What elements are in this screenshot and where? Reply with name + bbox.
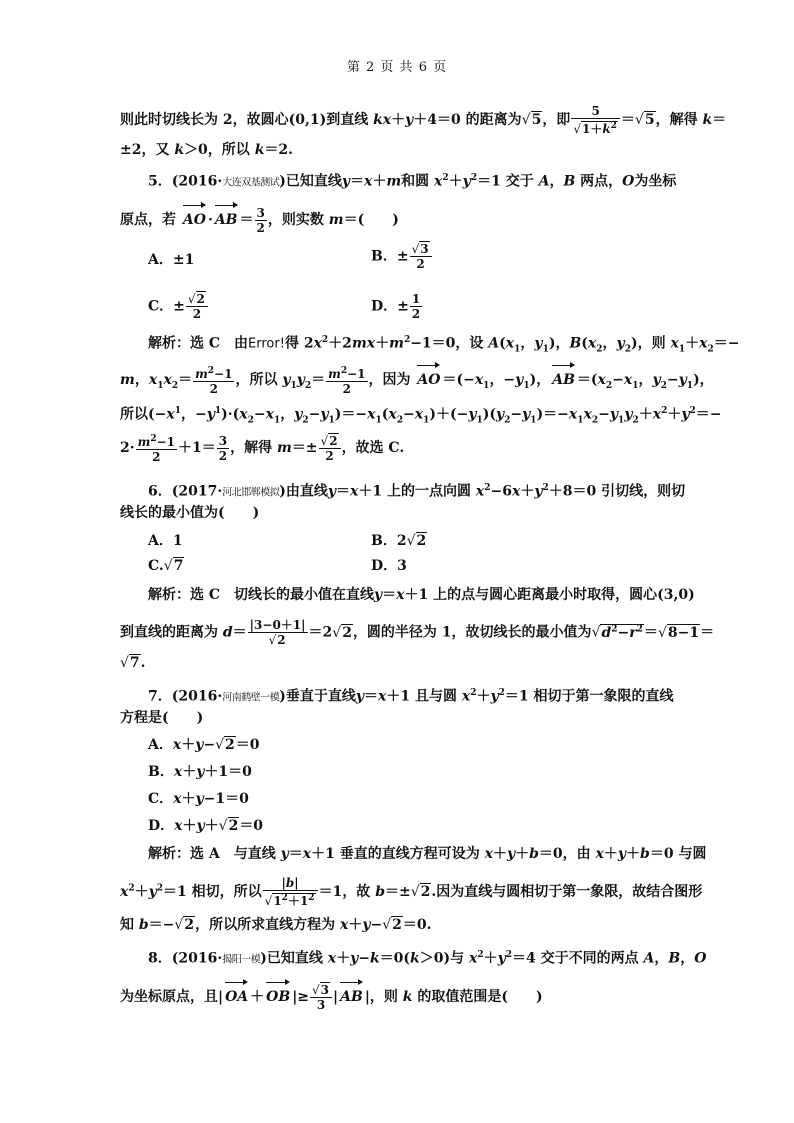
q7-stem-line1: 7．(2016·河南鹤壁一模)垂直于直线y＝x＋1 且与圆 $x^2+y^2=1$ 相切于第一象限的直线 <box>148 688 674 705</box>
q5-option-d[interactable]: D．± $\frac{1}{2}$ <box>371 292 421 321</box>
q7-option-d[interactable]: D．x＋y＋√2＝0 <box>148 818 264 834</box>
page-header: 第 2 页 共 6 页 <box>346 60 448 75</box>
q7-option-b[interactable]: B．x＋y＋1＝0 <box>148 764 252 780</box>
q7-solution-line2: $x^2+y^2=1$ 相切，所以 $\frac{|b|}{√1^2+1^2}$ ＝1，故 b＝±√2.因为直线与圆相切于第一象限，故结合图形 <box>120 876 703 908</box>
q5-option-c[interactable]: C．± $\frac{√2}{2}$ <box>148 292 209 321</box>
q6-solution-line2: 到直线的距离为 d＝ $\frac{|3-0+1|}{√2}$ ＝2√2，圆的半径为 1，故切线长的最小值为$√d^2-r^2=√8-1=$ <box>120 618 715 648</box>
q6-option-b[interactable]: B．2√2 <box>371 533 427 549</box>
q6-solution-line1: 解析：选 C 切线长的最小值在直线y＝x＋1 上的点与圆心距离最小时取得，圆心(3,0) <box>148 587 695 603</box>
q5-option-b[interactable]: B．± $\frac{√3}{2}$ <box>371 242 433 271</box>
q5-stem-line1: 5．(2016·大连双基测试)已知直线y＝x＋m和圆 $x^2+y^2=1$ 交于 A，B 两点，O为坐标 <box>148 173 677 190</box>
p0-line2: ±2，又 k＞0，所以 k＝2. <box>120 142 294 158</box>
q7-option-a[interactable]: A．x＋y−√2＝0 <box>148 737 260 753</box>
q5-solution-line2: m，$x_1x_2=$ $\frac{m^2-1}{2}$ ，所以 $y_1y_2=$ $\frac{m^2-1}{2}$ ，因为 AO $=(-x_1$，$-y_1$)， AB $=(x_2-x_1$，$y_2-y_1$)， <box>120 363 680 397</box>
p0-line1: 则此时切线长为 2，故圆心(0,1)到直线 kx＋y＋4＝0 的距离为√5，即 $\frac{5}{√1+k^2}$ ＝√5，解得 k＝ <box>120 104 727 136</box>
q8-stem-line1: 8．(2016·揭阳一模)已知直线 x＋y−k＝0(k＞0)与 $x^2+y^2=4$ 交于不同的两点 A，B，O <box>148 950 707 967</box>
q6-stem-line2: 线长的最小值为( ) <box>120 505 260 521</box>
q6-option-c[interactable]: C.√7 <box>148 558 184 574</box>
q6-solution-line3: √7. <box>120 655 146 671</box>
q7-option-c[interactable]: C．x＋y−1＝0 <box>148 791 249 807</box>
q5-solution-line3: 所以($-x^1$，$-y^1)\cdot(x_2-x_1$，$y_2-y_1)=-x_1(x_2-x_1)+(-y_1)(y_2-y_1)=-x_1x_2-y_1y_2+x^2+y^2=-$ <box>120 406 722 426</box>
q6-stem-line1: 6．(2017·河北邯郸模拟)由直线y＝x＋1 上的一点向圆 $x^2-6x+y^2+8=0$ 引切线，则切 <box>148 483 686 500</box>
q7-solution-line1: 解析：选 A 与直线 y＝x＋1 垂直的直线方程可设为 x＋y＋b＝0，由 x＋y＋b＝0 与圆 <box>148 846 707 862</box>
q6-option-a[interactable]: A．1 <box>148 533 183 549</box>
q5-solution-line4: 2· $\frac{m^2-1}{2}$ ＋1＝ $\frac{3}{2}$ ，解得 m＝± $\frac{√2}{2}$ ，故选 C. <box>120 433 405 464</box>
q5-stem-line2: 原点，若 AO · AB ＝ $\frac{3}{2}$ ，则实数 m＝( ) <box>120 203 680 235</box>
q8-stem-line2: 为坐标原点，且| OA ＋ OB |≥ $\frac{√3}{3}$ | AB |，则 k 的取值范围是( ) <box>120 980 680 1012</box>
q5-solution-line1: 解析：选 C 由Error!得 $2x^2+2mx+m^2-1=0$，设 $A(x_1$，$y_1$)，$B(x_2$，$y_2$)，则 $x_1+x_2=-$ <box>148 335 740 355</box>
q7-solution-line3: 知 b＝−√2，所以所求直线方程为 x＋y−√2＝0. <box>120 917 432 933</box>
q7-stem-line2: 方程是( ) <box>120 710 204 726</box>
q5-option-a[interactable]: A．±1 <box>148 252 195 268</box>
q6-option-d[interactable]: D．3 <box>371 558 407 574</box>
